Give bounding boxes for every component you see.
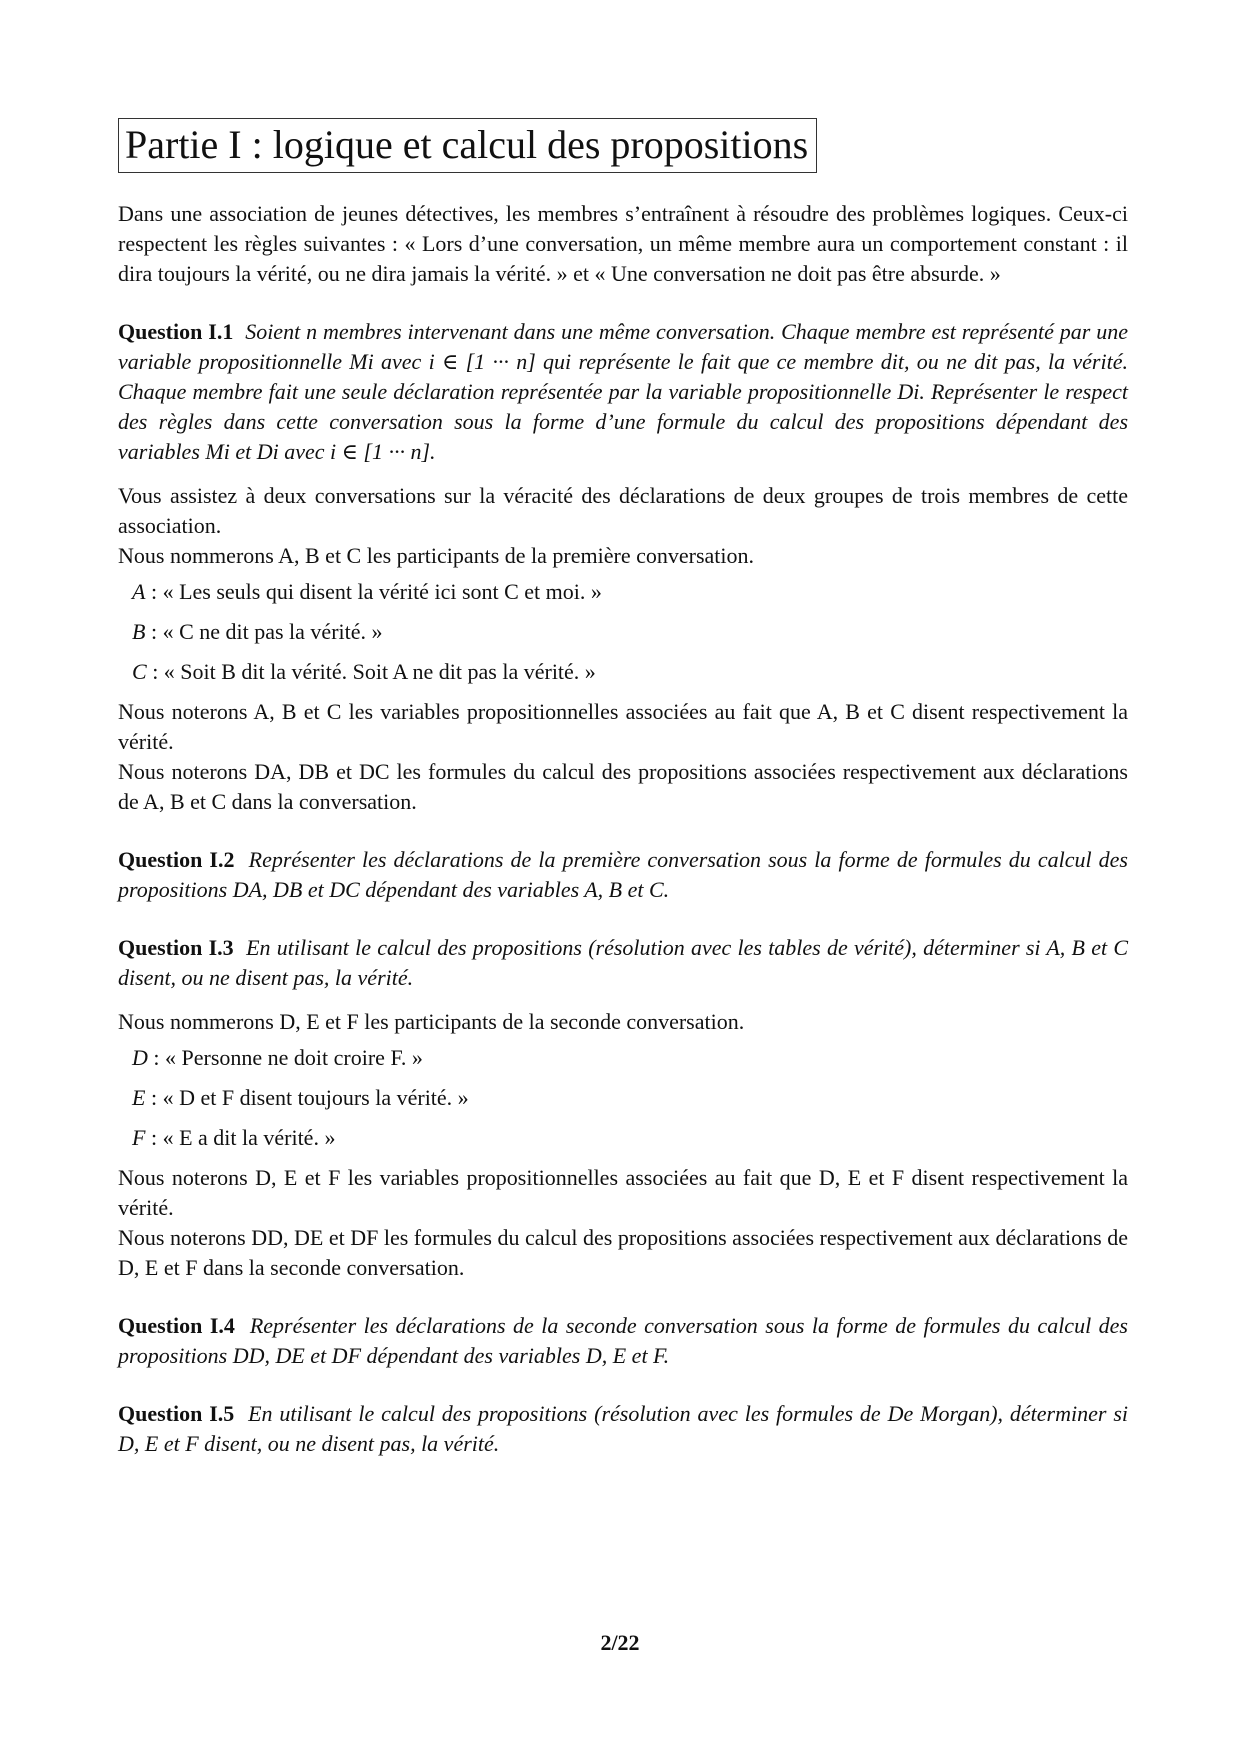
notes-1-line-2: Nous noterons DA, DB et DC les formules du calcul des propositions associées respectivement aux déclarations de A, B et C dans la conversation. xyxy=(118,759,1128,814)
context-2: Nous nommerons D, E et F les participants de la seconde conversation. xyxy=(118,1009,745,1034)
declaration-a xyxy=(132,577,1128,607)
speaker-b: B xyxy=(132,619,146,644)
notes-2-line-2: Nous noterons DD, DE et DF les formules du calcul des propositions associées respectivement aux déclarations de D, E et F dans la seconde conversation. xyxy=(118,1225,1128,1280)
speaker-d: D xyxy=(132,1045,148,1070)
question-5-label: Question I.5 xyxy=(118,1401,235,1426)
speaker-f: F xyxy=(132,1125,146,1150)
question-4 xyxy=(118,1311,1128,1371)
declaration-a-text: : « Les seuls qui disent la vérité ici sont C et moi. » xyxy=(145,579,602,604)
section-title: Partie I : logique et calcul des propositions xyxy=(118,118,817,173)
question-4-label: Question I.4 xyxy=(118,1313,235,1338)
question-2 xyxy=(118,845,1128,905)
document-page xyxy=(118,118,1128,1459)
declaration-e xyxy=(132,1083,1128,1113)
context-line-2: Nous nommerons A, B et C les participants de la première conversation. xyxy=(118,543,755,568)
question-3-text: En utilisant le calcul des propositions (résolution avec les tables de vérité), déterminer si A, B et C disent, ou ne disent pas, la vérité. xyxy=(118,935,1128,990)
question-5 xyxy=(118,1399,1128,1459)
question-1-label: Question I.1 xyxy=(118,319,234,344)
notes-1-line-1: Nous noterons A, B et C les variables propositionnelles associées au fait que A, B et C disent respectivement la vérité. xyxy=(118,699,1128,754)
question-2-text: Représenter les déclarations de la première conversation sous la forme de formules du calcul des propositions DA, DB et DC dépendant des variables A, B et C. xyxy=(118,847,1128,902)
question-1-text: Soient n membres intervenant dans une même conversation. Chaque membre est représenté par une variable propositionnelle Mi avec i ∈ [1 ··· n] qui représente le fait que ce membre dit, ou ne dit pas, la vérité. Chaque membre fait une seule déclaration représentée par la variable propositionnelle Di. Représenter le respect des règles dans cette conversation sous la forme d’une formule du calcul des propositions dépendant des variables Mi et Di avec i ∈ [1 ··· n]. xyxy=(118,319,1129,464)
conversation-2 xyxy=(132,1043,1128,1153)
question-3-label: Question I.3 xyxy=(118,935,234,960)
conversation-1 xyxy=(132,577,1128,687)
declaration-c-text: : « Soit B dit la vérité. Soit A ne dit pas la vérité. » xyxy=(146,659,596,684)
declaration-c xyxy=(132,657,1128,687)
intro-paragraph: Dans une association de jeunes détectives, les membres s’entraînent à résoudre des problèmes logiques. Ceux-ci respectent les règles suivantes : « Lors d’une conversation, un même membre aura un comportement constant : il dira toujours la vérité, ou ne dira jamais la vérité. » et « Une conversation ne doit pas être absurde. » xyxy=(118,201,1128,286)
declaration-b-text: : « C ne dit pas la vérité. » xyxy=(145,619,383,644)
declaration-d xyxy=(132,1043,1128,1073)
question-2-label: Question I.2 xyxy=(118,847,235,872)
page-number: 2/22 xyxy=(600,1630,640,1655)
declaration-b xyxy=(132,617,1128,647)
notes-2-line-1: Nous noterons D, E et F les variables propositionnelles associées au fait que D, E et F disent respectivement la vérité. xyxy=(118,1165,1128,1220)
declaration-f-text: : « E a dit la vérité. » xyxy=(145,1125,336,1150)
speaker-a: A xyxy=(132,579,146,604)
speaker-e: E xyxy=(132,1085,146,1110)
question-3 xyxy=(118,933,1128,993)
declaration-f xyxy=(132,1123,1128,1153)
question-5-text: En utilisant le calcul des propositions (résolution avec les formules de De Morgan), déterminer si D, E et F disent, ou ne disent pas, la vérité. xyxy=(118,1401,1128,1456)
context-line-1: Vous assistez à deux conversations sur la véracité des déclarations de deux groupes de trois membres de cette association. xyxy=(118,483,1128,538)
question-1 xyxy=(118,317,1128,467)
declaration-d-text: : « Personne ne doit croire F. » xyxy=(147,1045,423,1070)
declaration-e-text: : « D et F disent toujours la vérité. » xyxy=(145,1085,469,1110)
speaker-c: C xyxy=(132,659,147,684)
question-4-text: Représenter les déclarations de la seconde conversation sous la forme de formules du calcul des propositions DD, DE et DF dépendant des variables D, E et F. xyxy=(118,1313,1128,1368)
